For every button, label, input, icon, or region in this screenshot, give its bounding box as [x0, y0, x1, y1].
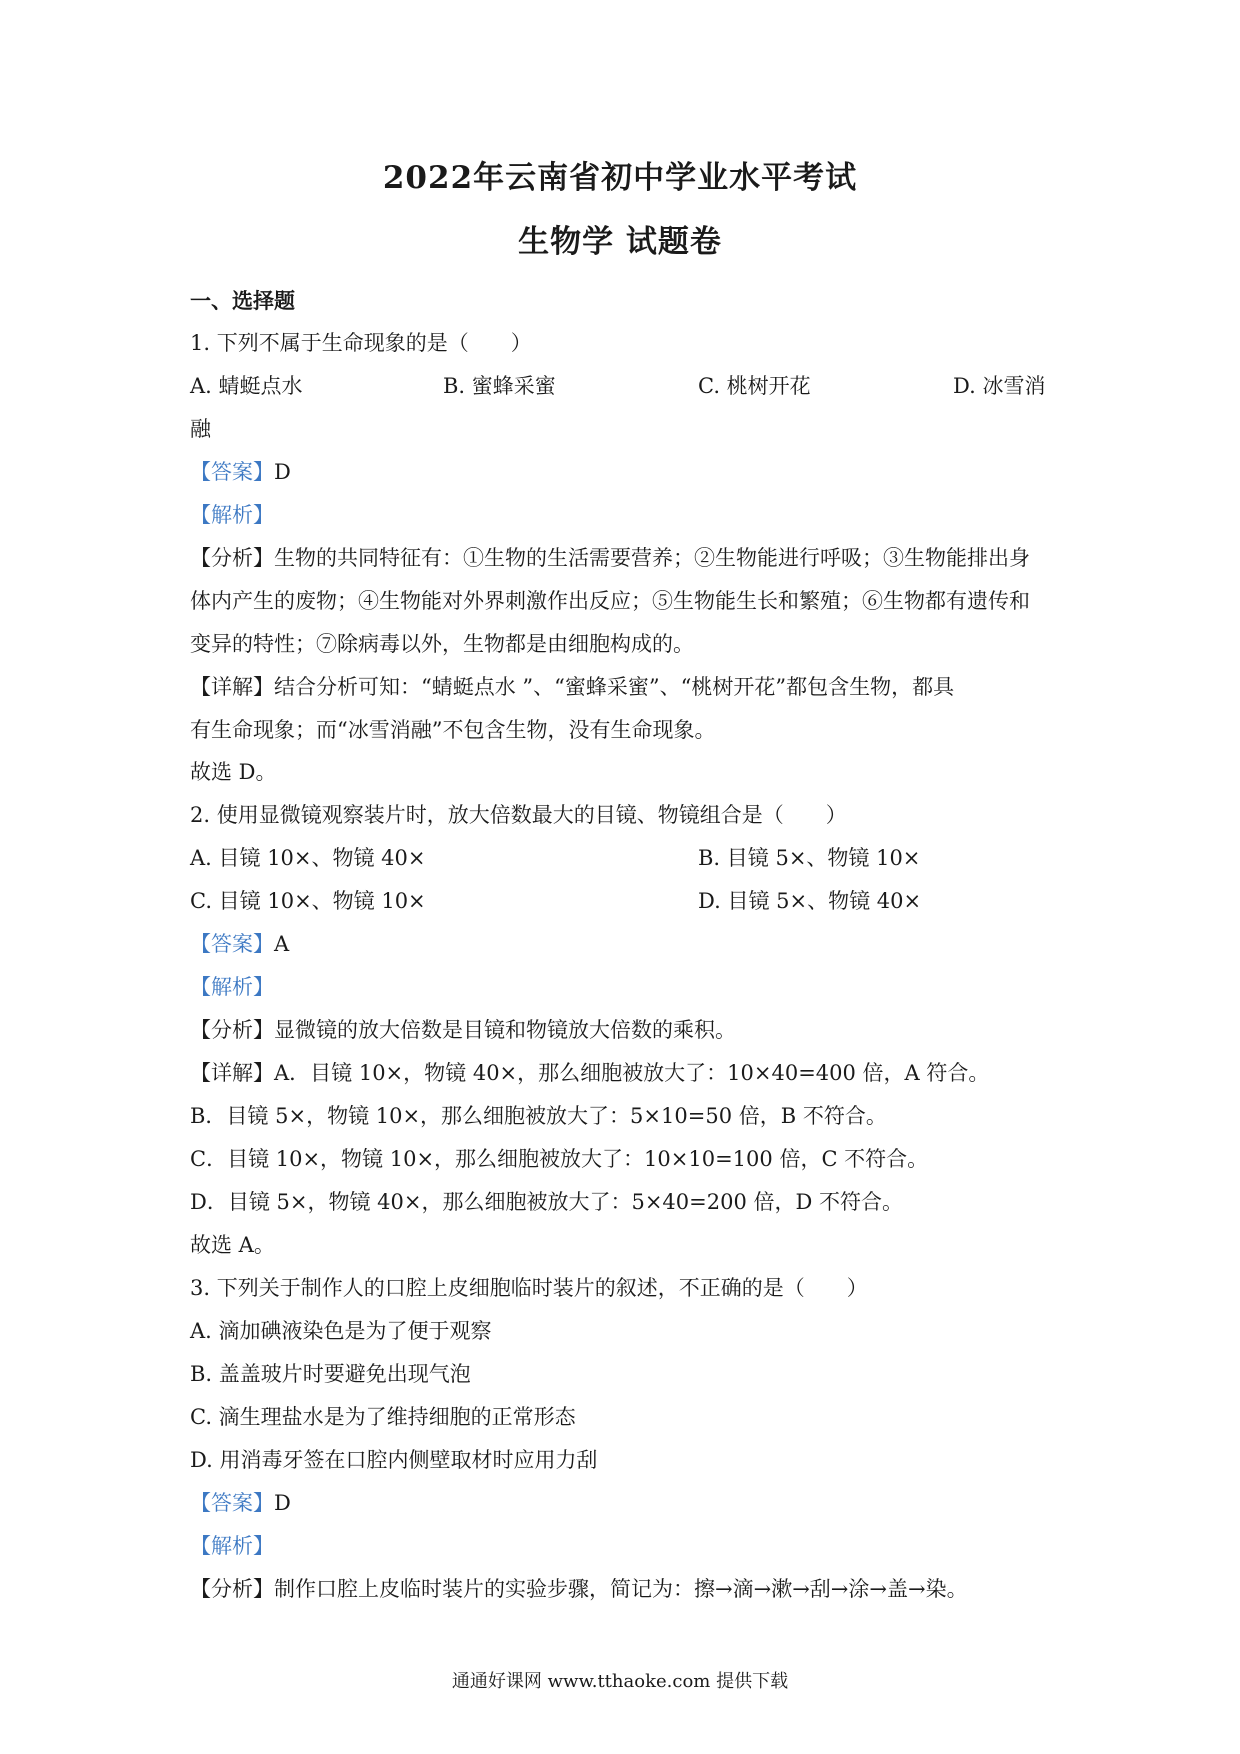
q1-conclusion: 故选 D。	[190, 760, 277, 784]
q3-option-a: A. 滴加碘液染色是为了便于观察	[190, 1319, 492, 1343]
xiangjie-tag: 【详解】	[190, 1061, 274, 1085]
q1-option-d-continued: 融	[190, 417, 211, 441]
q1-xiangjie-line-1	[190, 672, 954, 702]
q3-option-b: B. 盖盖玻片时要避免出现气泡	[190, 1362, 471, 1386]
answer-tag: 【答案】	[190, 460, 274, 484]
q1-fenxi-line-1	[190, 543, 1030, 573]
fenxi-tag: 【分析】	[190, 546, 274, 570]
answer-tag: 【答案】	[190, 932, 274, 956]
q3-analysis-tag: 【解析】	[190, 1534, 274, 1558]
q2-option-a: A. 目镜 10×、物镜 40×	[190, 846, 426, 870]
page-footer: 通通好课网 www.tthaoke.com 提供下载	[451, 1671, 789, 1692]
fenxi-tag: 【分析】	[190, 1577, 274, 1601]
q1-analysis-tag: 【解析】	[190, 503, 274, 527]
page-title: 2022年云南省初中学业水平考试	[382, 160, 858, 196]
q3-option-c: C. 滴生理盐水是为了维持细胞的正常形态	[190, 1405, 576, 1429]
q1-fenxi-line-2: 体内产生的废物；④生物能对外界刺激作出反应；⑤生物能生长和繁殖；⑥生物都有遗传和	[190, 589, 1030, 613]
q1-fenxi-line-3: 变异的特性；⑦除病毒以外，生物都是由细胞构成的。	[190, 632, 694, 656]
fenxi-tag: 【分析】	[190, 1018, 274, 1042]
q1-option-c: C. 桃树开花	[698, 374, 811, 398]
q1-option-b: B. 蜜蜂采蜜	[443, 374, 556, 398]
q1-option-a: A. 蜻蜓点水	[190, 374, 303, 398]
answer-tag: 【答案】	[190, 1491, 274, 1515]
q2-fenxi-line	[190, 1015, 736, 1045]
q3-answer-value: D	[274, 1491, 291, 1515]
q1-fenxi-text-1: 生物的共同特征有：①生物的生活需要营养；②生物能进行呼吸；③生物能排出身	[274, 546, 1030, 570]
q2-fenxi-text: 显微镜的放大倍数是目镜和物镜放大倍数的乘积。	[274, 1018, 736, 1042]
page-subtitle: 生物学 试题卷	[518, 224, 722, 260]
q2-stem: 2. 使用显微镜观察装片时，放大倍数最大的目镜、物镜组合是（ ）	[190, 803, 847, 827]
q1-xiangjie-line-2: 有生命现象；而“冰雪消融”不包含生物，没有生命现象。	[190, 718, 716, 742]
q2-answer	[190, 929, 289, 959]
q3-answer	[190, 1488, 291, 1518]
q1-stem: 1. 下列不属于生命现象的是（ ）	[190, 331, 532, 355]
q2-xiangjie-text-a: A．目镜 10×，物镜 40×，那么细胞被放大了：10×40=400 倍，A 符合。	[274, 1061, 990, 1085]
q2-answer-value: A	[274, 932, 290, 956]
q1-answer	[190, 457, 291, 487]
q1-option-d: D. 冰雪消	[953, 374, 1046, 398]
q2-xiangjie-line-a	[190, 1058, 989, 1088]
q3-fenxi-text: 制作口腔上皮临时装片的实验步骤，简记为：擦→滴→漱→刮→涂→盖→染。	[274, 1577, 968, 1601]
xiangjie-tag: 【详解】	[190, 675, 274, 699]
q1-xiangjie-text-1: 结合分析可知：“蜻蜓点水 ”、“蜜蜂采蜜”、“桃树开花”都包含生物，都具	[274, 675, 955, 699]
q2-explain-d: D．目镜 5×，物镜 40×，那么细胞被放大了：5×40=200 倍，D 不符合。	[190, 1190, 904, 1214]
q3-fenxi-line	[190, 1574, 968, 1604]
q2-conclusion: 故选 A。	[190, 1233, 275, 1257]
q2-explain-b: B．目镜 5×，物镜 10×，那么细胞被放大了：5×10=50 倍，B 不符合。	[190, 1104, 887, 1128]
q3-stem: 3. 下列关于制作人的口腔上皮细胞临时装片的叙述，不正确的是（ ）	[190, 1276, 868, 1300]
q2-analysis-tag: 【解析】	[190, 975, 274, 999]
q2-explain-c: C．目镜 10×，物镜 10×，那么细胞被放大了：10×10=100 倍，C 不符合。	[190, 1147, 929, 1171]
section-heading: 一、选择题	[190, 288, 295, 313]
q2-option-c: C. 目镜 10×、物镜 10×	[190, 889, 426, 913]
q2-option-d: D. 目镜 5×、物镜 40×	[698, 889, 922, 913]
q3-option-d: D. 用消毒牙签在口腔内侧壁取材时应用力刮	[190, 1448, 598, 1472]
q1-answer-value: D	[274, 460, 291, 484]
q2-option-b: B. 目镜 5×、物镜 10×	[698, 846, 921, 870]
